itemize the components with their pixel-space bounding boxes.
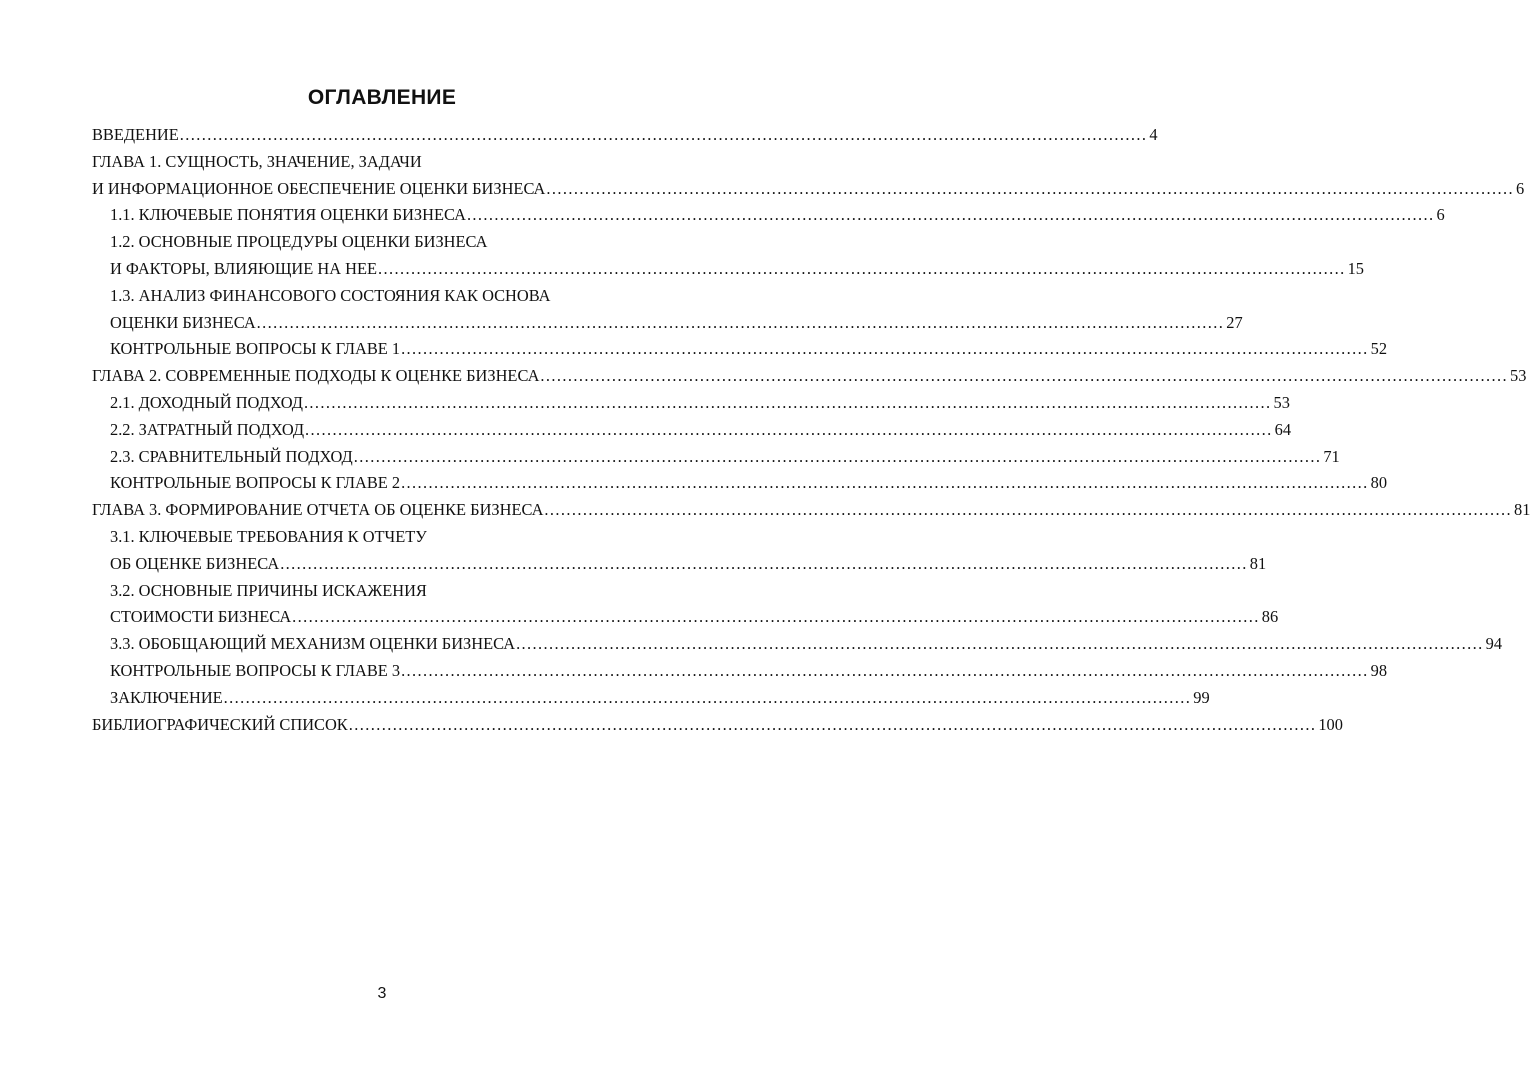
toc-entry-title: КОНТРОЛЬНЫЕ ВОПРОСЫ К ГЛАВЕ 1 — [110, 339, 401, 359]
toc-entry — [92, 578, 672, 605]
dot-leader — [180, 122, 1148, 149]
toc-entry — [92, 176, 1525, 203]
dot-leader — [224, 685, 1192, 712]
toc-entry — [92, 685, 1210, 712]
toc-entry-title: СТОИМОСТИ БИЗНЕСА — [110, 607, 292, 627]
dot-leader — [378, 256, 1346, 283]
toc-entry-title: 2.1. ДОХОДНЫЙ ПОДХОД — [110, 392, 303, 412]
toc-entry-page: 71 — [1323, 446, 1340, 466]
toc-entry-title: КОНТРОЛЬНЫЕ ВОПРОСЫ К ГЛАВЕ 2 — [110, 473, 401, 493]
toc-entry-title: 3.2. ОСНОВНЫЕ ПРИЧИНЫ ИСКАЖЕНИЯ — [110, 580, 427, 600]
toc-entry-title: 3.1. КЛЮЧЕВЫЕ ТРЕБОВАНИЯ К ОТЧЕТУ — [110, 526, 427, 546]
toc-entry — [92, 229, 672, 256]
dot-leader — [401, 470, 1369, 497]
toc-entry-page: 98 — [1370, 660, 1388, 680]
toc-entry — [92, 658, 1388, 685]
toc-entry — [92, 631, 1503, 658]
toc-entry-page: 99 — [1193, 687, 1210, 707]
toc-entry — [92, 256, 1364, 283]
page-number: 3 — [377, 985, 387, 1002]
toc-entry-page: 6 — [1516, 178, 1525, 198]
dot-leader — [280, 551, 1248, 578]
toc-entry-page: 53 — [1273, 392, 1290, 412]
dot-leader — [401, 336, 1369, 363]
toc-entry — [92, 712, 1343, 739]
toc-entry-page: 81 — [1514, 500, 1530, 520]
dot-leader — [401, 658, 1369, 685]
page-title: ОГЛАВЛЕНИЕ — [307, 86, 457, 109]
toc-entry-page: 94 — [1485, 634, 1503, 654]
dot-leader — [546, 176, 1514, 203]
toc-entry — [92, 149, 672, 176]
toc-entry-page: 81 — [1249, 553, 1267, 573]
toc-entry — [92, 444, 1340, 471]
toc-entry-page: 53 — [1510, 366, 1527, 386]
toc-entry — [92, 363, 1527, 390]
toc-entry-page: 86 — [1261, 607, 1279, 627]
toc-entry-page: 6 — [1436, 205, 1445, 225]
dot-leader — [544, 497, 1512, 524]
dot-leader — [540, 363, 1508, 390]
toc-entry — [92, 604, 1279, 631]
toc-entry-title: КОНТРОЛЬНЫЕ ВОПРОСЫ К ГЛАВЕ 3 — [110, 660, 401, 680]
toc-entry — [92, 551, 1267, 578]
toc-entry — [92, 390, 1290, 417]
toc-entry-title: 3.3. ОБОБЩАЮЩИЙ МЕХАНИЗМ ОЦЕНКИ БИЗНЕСА — [110, 634, 516, 654]
toc-entry-title: 1.3. АНАЛИЗ ФИНАНСОВОГО СОСТОЯНИЯ КАК ОСНОВА — [110, 285, 551, 305]
table-of-contents — [92, 122, 1530, 738]
toc-entry-title: И ФАКТОРЫ, ВЛИЯЮЩИЕ НА НЕЕ — [110, 258, 378, 278]
toc-entry-page: 80 — [1370, 473, 1388, 493]
toc-entry — [92, 202, 1445, 229]
toc-entry-title: ГЛАВА 2. СОВРЕМЕННЫЕ ПОДХОДЫ К ОЦЕНКЕ БИЗНЕСА — [92, 366, 540, 386]
toc-entry-page: 100 — [1318, 714, 1343, 734]
dot-leader — [467, 202, 1435, 229]
toc-entry-title: ЗАКЛЮЧЕНИЕ — [110, 687, 223, 707]
toc-entry-title: БИБЛИОГРАФИЧЕСКИЙ СПИСОК — [92, 714, 348, 734]
toc-entry-title: 2.3. СРАВНИТЕЛЬНЫЙ ПОДХОД — [110, 446, 353, 466]
toc-entry — [92, 470, 1388, 497]
toc-entry-title: 1.1. КЛЮЧЕВЫЕ ПОНЯТИЯ ОЦЕНКИ БИЗНЕСА — [110, 205, 466, 225]
toc-entry-title: 2.2. ЗАТРАТНЫЙ ПОДХОД — [110, 419, 305, 439]
toc-entry-page: 27 — [1226, 312, 1243, 332]
dot-leader — [349, 712, 1317, 739]
toc-entry-title: ОЦЕНКИ БИЗНЕСА — [110, 312, 256, 332]
toc-entry-page: 4 — [1149, 125, 1158, 144]
toc-entry-title: ВВЕДЕНИЕ — [92, 125, 179, 144]
toc-entry-page: 15 — [1347, 258, 1364, 278]
toc-entry — [92, 336, 1388, 363]
toc-entry — [92, 122, 1158, 149]
toc-entry-page: 52 — [1370, 339, 1388, 359]
toc-entry-page: 64 — [1274, 419, 1292, 439]
toc-entry — [92, 417, 1292, 444]
toc-entry-title: ГЛАВА 3. ФОРМИРОВАНИЕ ОТЧЕТА ОБ ОЦЕНКЕ БИЗНЕСА — [92, 500, 544, 520]
toc-entry — [92, 497, 1530, 524]
dot-leader — [292, 604, 1260, 631]
dot-leader — [354, 444, 1322, 471]
dot-leader — [304, 390, 1272, 417]
toc-entry-title: ГЛАВА 1. СУЩНОСТЬ, ЗНАЧЕНИЕ, ЗАДАЧИ — [92, 151, 422, 171]
toc-entry — [92, 283, 672, 310]
toc-entry — [92, 524, 672, 551]
toc-entry — [92, 310, 1243, 337]
toc-entry-title: ОБ ОЦЕНКЕ БИЗНЕСА — [110, 553, 280, 573]
toc-entry-title: И ИНФОРМАЦИОННОЕ ОБЕСПЕЧЕНИЕ ОЦЕНКИ БИЗНЕСА — [92, 178, 546, 198]
dot-leader — [257, 310, 1225, 337]
toc-entry-title: 1.2. ОСНОВНЫЕ ПРОЦЕДУРЫ ОЦЕНКИ БИЗНЕСА — [110, 232, 488, 252]
dot-leader — [305, 417, 1273, 444]
dot-leader — [516, 631, 1484, 658]
